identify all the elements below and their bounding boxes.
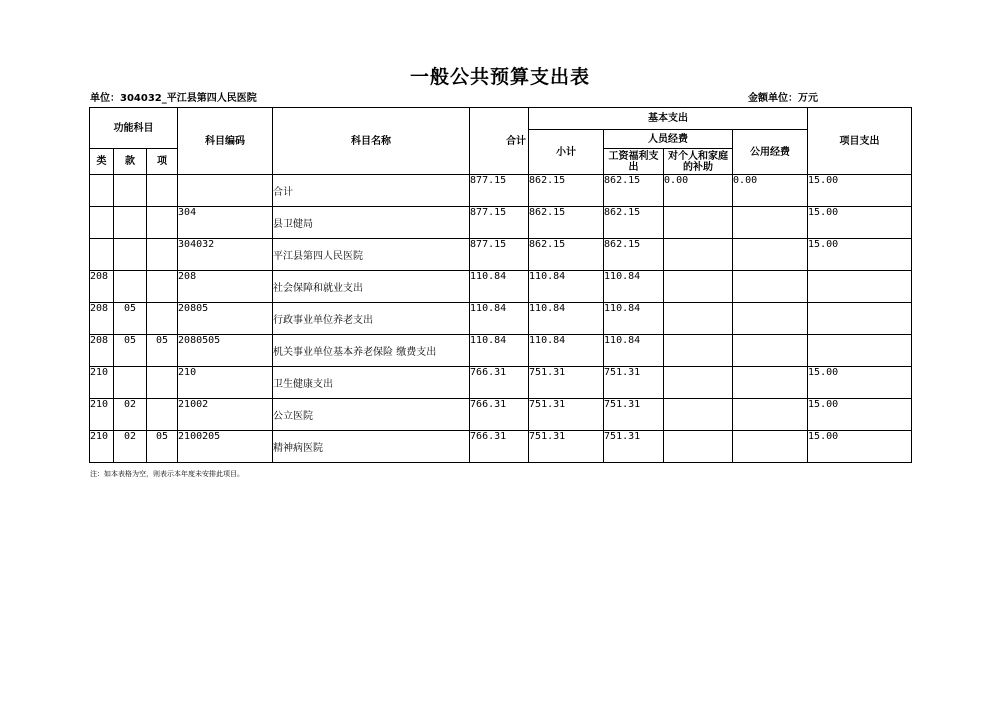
header-lei: 类 (90, 149, 114, 175)
footnote: 注：如本表格为空，则表示本年度未安排此项目。 (90, 470, 244, 478)
cell-total: 877.15 (470, 175, 529, 207)
cell-total: 877.15 (470, 207, 529, 239)
cell-name: 社会保障和就业支出 (273, 271, 470, 303)
unit-label: 单位：304032_平江县第四人民医院 (90, 93, 257, 104)
cell-subsidy (664, 271, 733, 303)
cell-code: 2100205 (178, 431, 273, 463)
table-row (90, 431, 912, 463)
cell-xiang (147, 367, 178, 399)
cell-xiang (147, 175, 178, 207)
cell-subsidy (664, 207, 733, 239)
cell-total: 110.84 (470, 271, 529, 303)
cell-name: 公立医院 (273, 399, 470, 431)
cell-subtotal: 110.84 (529, 335, 604, 367)
cell-public-fund (733, 335, 808, 367)
cell-public-fund (733, 303, 808, 335)
cell-kuan (114, 239, 147, 271)
cell-subsidy: 0.00 (664, 175, 733, 207)
table-row (90, 367, 912, 399)
cell-project: 15.00 (808, 399, 912, 431)
cell-code: 21002 (178, 399, 273, 431)
cell-subtotal: 110.84 (529, 303, 604, 335)
cell-public-fund (733, 239, 808, 271)
cell-total: 110.84 (470, 335, 529, 367)
cell-subsidy (664, 335, 733, 367)
cell-kuan: 02 (114, 431, 147, 463)
cell-xiang: 05 (147, 335, 178, 367)
cell-wage: 110.84 (604, 303, 664, 335)
cell-xiang (147, 239, 178, 271)
cell-subsidy (664, 431, 733, 463)
cell-kuan (114, 207, 147, 239)
cell-subsidy (664, 367, 733, 399)
cell-total: 766.31 (470, 367, 529, 399)
cell-code: 2080505 (178, 335, 273, 367)
money-unit-label: 金额单位：万元 (748, 93, 818, 104)
cell-subtotal: 751.31 (529, 367, 604, 399)
cell-wage: 862.15 (604, 207, 664, 239)
table-row (90, 303, 912, 335)
cell-kuan: 02 (114, 399, 147, 431)
cell-subtotal: 862.15 (529, 239, 604, 271)
cell-lei: 210 (90, 399, 114, 431)
cell-lei: 208 (90, 303, 114, 335)
cell-wage: 862.15 (604, 239, 664, 271)
cell-name: 机关事业单位基本养老保险 缴费支出 (273, 335, 470, 367)
cell-public-fund (733, 271, 808, 303)
header-code: 科目编码 (178, 108, 273, 175)
table-row (90, 335, 912, 367)
cell-subtotal: 751.31 (529, 431, 604, 463)
header-total: 合计 (470, 108, 529, 175)
cell-subsidy (664, 239, 733, 271)
cell-xiang (147, 207, 178, 239)
cell-code: 208 (178, 271, 273, 303)
cell-total: 766.31 (470, 431, 529, 463)
cell-code: 210 (178, 367, 273, 399)
cell-public-fund (733, 431, 808, 463)
cell-lei: 210 (90, 431, 114, 463)
cell-lei (90, 175, 114, 207)
header-name: 科目名称 (273, 108, 470, 175)
header-subtotal: 小计 (529, 130, 604, 175)
cell-wage: 862.15 (604, 175, 664, 207)
cell-subtotal: 862.15 (529, 175, 604, 207)
table-row (90, 399, 912, 431)
cell-name: 精神病医院 (273, 431, 470, 463)
header-basic: 基本支出 (529, 108, 808, 130)
cell-public-fund: 0.00 (733, 175, 808, 207)
header-personnel: 人员经费 (604, 130, 733, 149)
cell-subtotal: 751.31 (529, 399, 604, 431)
cell-project (808, 271, 912, 303)
cell-project: 15.00 (808, 207, 912, 239)
cell-wage: 110.84 (604, 271, 664, 303)
cell-public-fund (733, 367, 808, 399)
cell-wage: 751.31 (604, 367, 664, 399)
cell-project: 15.00 (808, 367, 912, 399)
cell-project: 15.00 (808, 431, 912, 463)
page-title: 一般公共预算支出表 (409, 66, 590, 88)
header-project: 项目支出 (808, 108, 912, 175)
table-row (90, 271, 912, 303)
cell-name: 县卫健局 (273, 207, 470, 239)
table-row (90, 207, 912, 239)
cell-lei (90, 207, 114, 239)
cell-name: 行政事业单位养老支出 (273, 303, 470, 335)
header-kuan: 款 (114, 149, 147, 175)
cell-xiang (147, 271, 178, 303)
cell-wage: 751.31 (604, 399, 664, 431)
cell-code (178, 175, 273, 207)
cell-name: 卫生健康支出 (273, 367, 470, 399)
cell-wage: 110.84 (604, 335, 664, 367)
cell-kuan (114, 175, 147, 207)
cell-name: 平江县第四人民医院 (273, 239, 470, 271)
cell-lei: 208 (90, 335, 114, 367)
cell-project: 15.00 (808, 175, 912, 207)
cell-lei (90, 239, 114, 271)
cell-public-fund (733, 399, 808, 431)
cell-wage: 751.31 (604, 431, 664, 463)
cell-total: 877.15 (470, 239, 529, 271)
header-func-subject: 功能科目 (90, 108, 178, 149)
header-public-fund: 公用经费 (733, 130, 808, 175)
table-row (90, 239, 912, 271)
cell-public-fund (733, 207, 808, 239)
cell-code: 304032 (178, 239, 273, 271)
header-subsidy: 对个人和家庭的补助 (664, 149, 733, 175)
header-xiang: 项 (147, 149, 178, 175)
cell-kuan: 05 (114, 303, 147, 335)
cell-kuan: 05 (114, 335, 147, 367)
cell-subsidy (664, 303, 733, 335)
cell-project (808, 303, 912, 335)
cell-lei: 208 (90, 271, 114, 303)
cell-code: 20805 (178, 303, 273, 335)
cell-total: 766.31 (470, 399, 529, 431)
cell-xiang (147, 399, 178, 431)
cell-lei: 210 (90, 367, 114, 399)
cell-total: 110.84 (470, 303, 529, 335)
cell-kuan (114, 271, 147, 303)
header-wage: 工资福利支出 (604, 149, 664, 175)
cell-subtotal: 110.84 (529, 271, 604, 303)
cell-name: 合计 (273, 175, 470, 207)
budget-table (89, 107, 912, 463)
cell-project (808, 335, 912, 367)
cell-kuan (114, 367, 147, 399)
cell-xiang (147, 303, 178, 335)
cell-subsidy (664, 399, 733, 431)
cell-subtotal: 862.15 (529, 207, 604, 239)
table-row (90, 175, 912, 207)
cell-xiang: 05 (147, 431, 178, 463)
cell-code: 304 (178, 207, 273, 239)
cell-project: 15.00 (808, 239, 912, 271)
